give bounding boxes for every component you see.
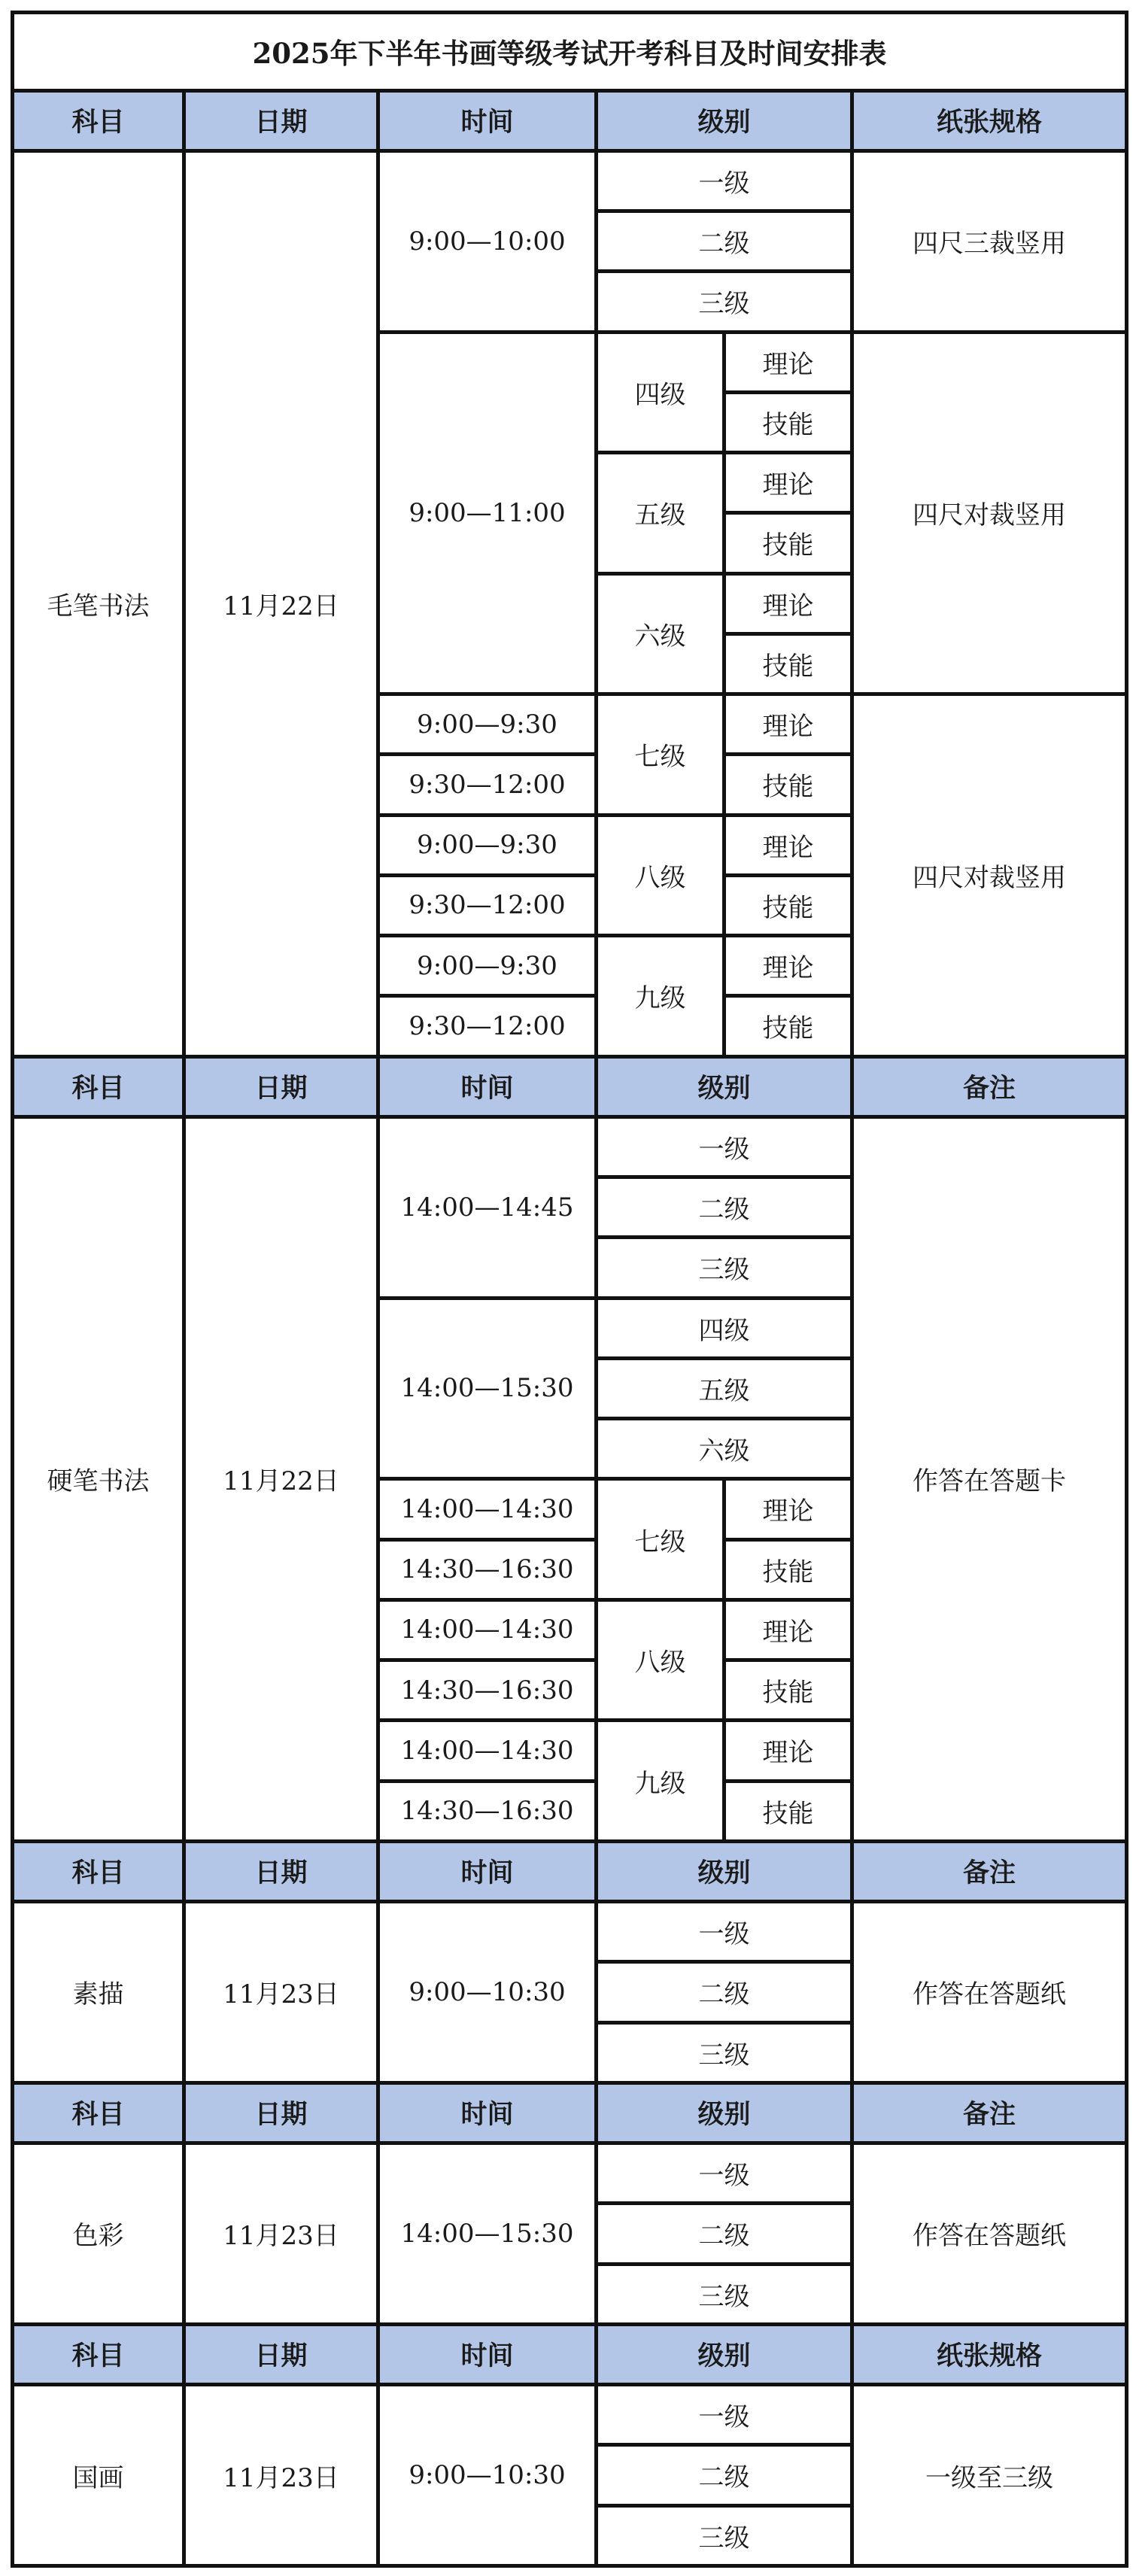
level-cell: 九级 [597, 1721, 724, 1842]
part-cell: 技能 [724, 1539, 852, 1599]
time-cell: 14:00—14:45 [378, 1116, 597, 1298]
note-cell: 作答在答题纸 [852, 2143, 1127, 2325]
level-cell: 九级 [597, 936, 724, 1057]
time-cell: 14:00—14:30 [378, 1479, 597, 1539]
exam-schedule-table [11, 11, 1128, 2568]
subject-cell: 色彩 [13, 2143, 184, 2325]
date-cell: 11月23日 [184, 2143, 378, 2325]
date-cell: 11月22日 [184, 150, 378, 1056]
header-level: 级别 [597, 2082, 852, 2143]
time-cell: 9:00—11:00 [378, 332, 597, 694]
level-cell: 一级 [597, 150, 852, 211]
time-cell: 9:00—10:00 [378, 150, 597, 332]
level-cell: 七级 [597, 694, 724, 816]
schedule-title: 2025年下半年书画等级考试开考科目及时间安排表 [13, 13, 1127, 91]
header-note: 备注 [852, 1841, 1127, 1901]
table-row [13, 1902, 1127, 1962]
date-cell: 11月23日 [184, 2385, 378, 2566]
time-cell: 9:30—12:00 [378, 996, 597, 1056]
section-header-row [13, 2082, 1127, 2143]
table-row [13, 150, 1127, 211]
section-header-row [13, 2324, 1127, 2384]
level-cell: 一级 [597, 2385, 852, 2445]
part-cell: 技能 [724, 1781, 852, 1841]
date-cell: 11月22日 [184, 1116, 378, 1841]
level-cell: 六级 [597, 1419, 852, 1479]
subject-cell: 硬笔书法 [13, 1116, 184, 1841]
part-cell: 理论 [724, 1479, 852, 1539]
part-cell: 技能 [724, 392, 852, 452]
part-cell: 理论 [724, 573, 852, 633]
level-cell: 五级 [597, 453, 724, 574]
time-cell: 14:00—15:30 [378, 2143, 597, 2325]
time-cell: 9:30—12:00 [378, 875, 597, 935]
part-cell: 理论 [724, 815, 852, 875]
note-cell: 作答在答题纸 [852, 1902, 1127, 2083]
header-note: 备注 [852, 2082, 1127, 2143]
level-cell: 二级 [597, 1177, 852, 1238]
header-subject: 科目 [13, 2324, 184, 2384]
part-cell: 理论 [724, 1599, 852, 1660]
section-header-row [13, 1841, 1127, 1901]
paper-cell: 四尺对裁竖用 [852, 332, 1127, 694]
header-level: 级别 [597, 1841, 852, 1901]
subject-cell: 素描 [13, 1902, 184, 2083]
header-paper: 纸张规格 [852, 90, 1127, 150]
header-note: 备注 [852, 1056, 1127, 1116]
level-cell: 八级 [597, 815, 724, 936]
header-paper: 纸张规格 [852, 2324, 1127, 2384]
part-cell: 理论 [724, 453, 852, 513]
part-cell: 理论 [724, 332, 852, 392]
header-time: 时间 [378, 1056, 597, 1116]
note-cell: 作答在答题卡 [852, 1116, 1127, 1841]
header-date: 日期 [184, 1056, 378, 1116]
level-cell: 一级 [597, 2143, 852, 2204]
section-header-row [13, 90, 1127, 150]
header-level: 级别 [597, 90, 852, 150]
level-cell: 二级 [597, 211, 852, 272]
time-cell: 14:00—14:30 [378, 1599, 597, 1660]
paper-cell: 一级至三级 [852, 2385, 1127, 2566]
table-row [13, 1116, 1127, 1177]
header-date: 日期 [184, 2324, 378, 2384]
level-cell: 三级 [597, 2505, 852, 2565]
level-cell: 七级 [597, 1479, 724, 1600]
table-row [13, 2143, 1127, 2204]
time-cell: 14:30—16:30 [378, 1781, 597, 1841]
level-cell: 一级 [597, 1116, 852, 1177]
part-cell: 理论 [724, 936, 852, 996]
paper-cell: 四尺三裁竖用 [852, 150, 1127, 332]
level-cell: 五级 [597, 1358, 852, 1418]
table-row [13, 2385, 1127, 2445]
time-cell: 14:00—14:30 [378, 1721, 597, 1781]
level-cell: 一级 [597, 1902, 852, 1962]
header-level: 级别 [597, 1056, 852, 1116]
time-cell: 9:00—10:30 [378, 2385, 597, 2566]
header-date: 日期 [184, 90, 378, 150]
time-cell: 14:00—15:30 [378, 1298, 597, 1479]
level-cell: 四级 [597, 1298, 852, 1358]
part-cell: 技能 [724, 1660, 852, 1721]
level-cell: 三级 [597, 2264, 852, 2324]
header-time: 时间 [378, 2082, 597, 2143]
level-cell: 三级 [597, 2022, 852, 2082]
time-cell: 9:00—9:30 [378, 694, 597, 755]
header-subject: 科目 [13, 1056, 184, 1116]
level-cell: 四级 [597, 332, 724, 453]
part-cell: 技能 [724, 513, 852, 573]
level-cell: 二级 [597, 1962, 852, 2022]
time-cell: 14:30—16:30 [378, 1539, 597, 1599]
header-date: 日期 [184, 2082, 378, 2143]
part-cell: 技能 [724, 755, 852, 815]
date-cell: 11月23日 [184, 1902, 378, 2083]
header-subject: 科目 [13, 2082, 184, 2143]
header-date: 日期 [184, 1841, 378, 1901]
part-cell: 技能 [724, 996, 852, 1056]
header-subject: 科目 [13, 1841, 184, 1901]
level-cell: 二级 [597, 2204, 852, 2264]
part-cell: 理论 [724, 1721, 852, 1781]
header-time: 时间 [378, 2324, 597, 2384]
header-time: 时间 [378, 90, 597, 150]
level-cell: 三级 [597, 1238, 852, 1298]
section-header-row [13, 1056, 1127, 1116]
time-cell: 9:00—9:30 [378, 936, 597, 996]
time-cell: 9:30—12:00 [378, 755, 597, 815]
subject-cell: 毛笔书法 [13, 150, 184, 1056]
level-cell: 八级 [597, 1599, 724, 1721]
header-level: 级别 [597, 2324, 852, 2384]
title-row [13, 13, 1127, 91]
paper-cell: 四尺对裁竖用 [852, 694, 1127, 1057]
header-subject: 科目 [13, 90, 184, 150]
level-cell: 三级 [597, 272, 852, 332]
part-cell: 技能 [724, 875, 852, 935]
time-cell: 14:30—16:30 [378, 1660, 597, 1721]
level-cell: 六级 [597, 573, 724, 694]
part-cell: 理论 [724, 694, 852, 755]
part-cell: 技能 [724, 633, 852, 694]
time-cell: 9:00—10:30 [378, 1902, 597, 2083]
level-cell: 二级 [597, 2445, 852, 2505]
subject-cell: 国画 [13, 2385, 184, 2566]
time-cell: 9:00—9:30 [378, 815, 597, 875]
header-time: 时间 [378, 1841, 597, 1901]
